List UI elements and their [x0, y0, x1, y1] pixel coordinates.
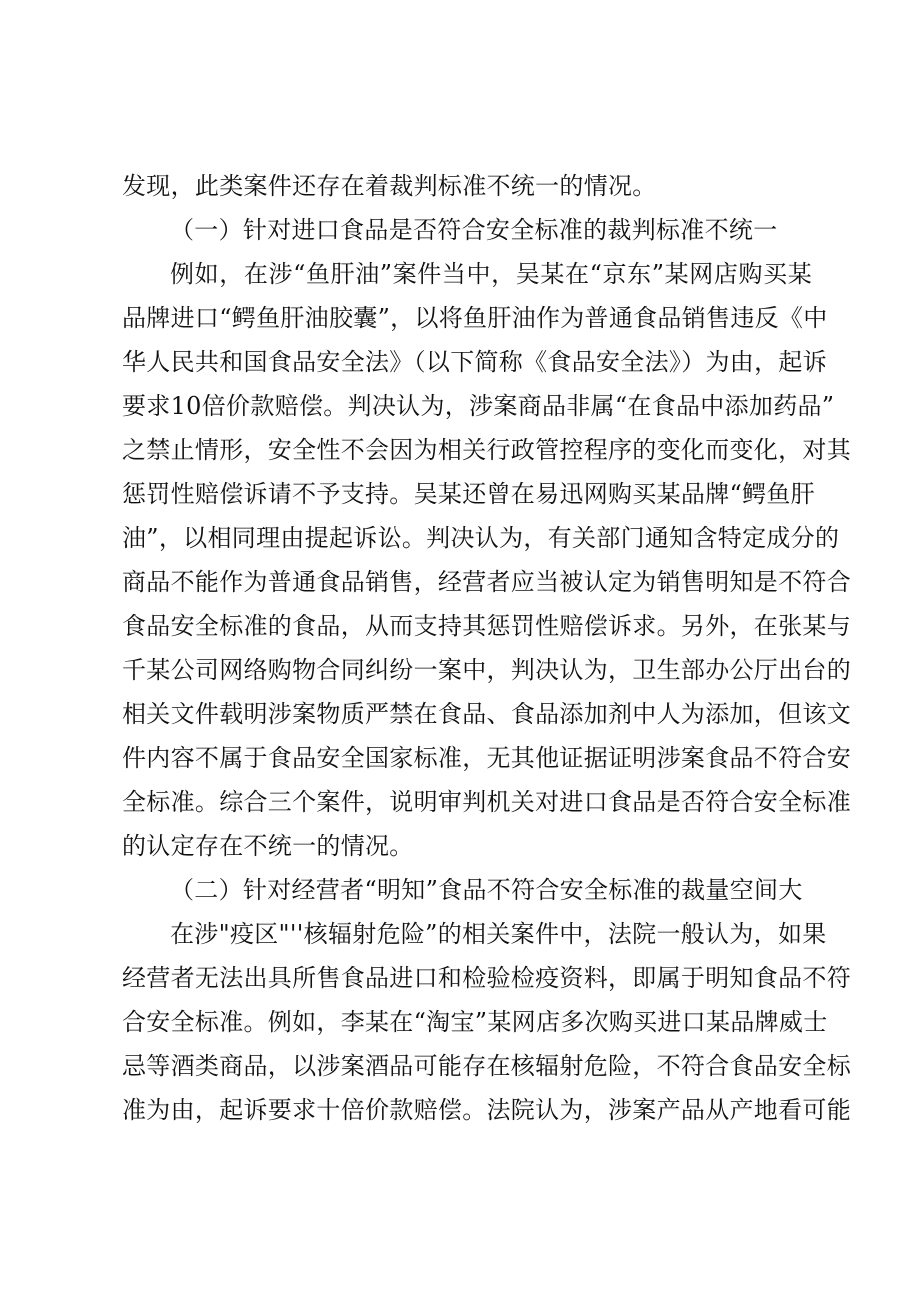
paragraph-line: 件内容不属于食品安全国家标准，无其他证据证明涉案食品不符合安 — [122, 744, 851, 772]
paragraph-line: 食品安全标准的食品，从而支持其惩罚性赔偿诉求。另外，在张某与 — [122, 612, 851, 640]
paragraph-line: 发现，此类案件还存在着裁判标准不统一的情况。 — [122, 172, 657, 200]
paragraph-line: 惩罚性赔偿诉请不予支持。吴某还曾在易迅网购买某品牌“鳄鱼肝 — [122, 480, 815, 508]
paragraph-line: 经营者无法出具所售食品进口和检验检疫资料，即属于明知食品不符 — [122, 964, 851, 992]
paragraph-line: 之禁止情形，安全性不会因为相关行政管控程序的变化而变化，对其 — [122, 436, 851, 464]
paragraph-line: 华人民共和国食品安全法》（以下简称《食品安全法》）为由，起诉 — [122, 348, 827, 376]
paragraph-line: 商品不能作为普通食品销售，经营者应当被认定为销售明知是不符合 — [122, 568, 851, 596]
paragraph-line: 忌等酒类商品，以涉案酒品可能存在核辐射危险，不符合食品安全标 — [122, 1052, 851, 1080]
paragraph-line: 在涉"疫区"''核辐射危险”的相关案件中，法院一般认为，如果 — [170, 920, 827, 948]
section-heading-1: （一）针对进口食品是否符合安全标准的裁判标准不统一 — [170, 216, 778, 244]
paragraph-line: 相关文件载明涉案物质严禁在食品、食品添加剂中人为添加，但该文 — [122, 700, 851, 728]
paragraph-line: 千某公司网络购物合同纠纷一案中，判决认为，卫生部办公厅出台的 — [122, 656, 851, 684]
paragraph-line: 合安全标准。例如，李某在“淘宝”某网店多次购买进口某品牌威士 — [122, 1008, 828, 1036]
paragraph-line: 例如，在涉“鱼肝油”案件当中，吴某在“京东”某网店购买某 — [170, 260, 812, 288]
paragraph-line: 品牌进口“鳄鱼肝油胶囊”，以将鱼肝油作为普通食品销售违反《中 — [122, 304, 828, 332]
paragraph-line: 要求10倍价款赔偿。判决认为，涉案商品非属“在食品中添加药品” — [122, 392, 835, 420]
paragraph-line: 全标准。综合三个案件，说明审判机关对进口食品是否符合安全标准 — [122, 788, 851, 816]
paragraph-line: 的认定存在不统一的情况。 — [122, 832, 414, 860]
paragraph-line: 准为由，起诉要求十倍价款赔偿。法院认为，涉案产品从产地看可能 — [122, 1096, 851, 1124]
paragraph-line: 油”，以相同理由提起诉讼。判决认为，有关部门通知含特定成分的 — [122, 524, 840, 552]
section-heading-2: （二）针对经营者“明知”食品不符合安全标准的裁量空间大 — [170, 876, 803, 904]
